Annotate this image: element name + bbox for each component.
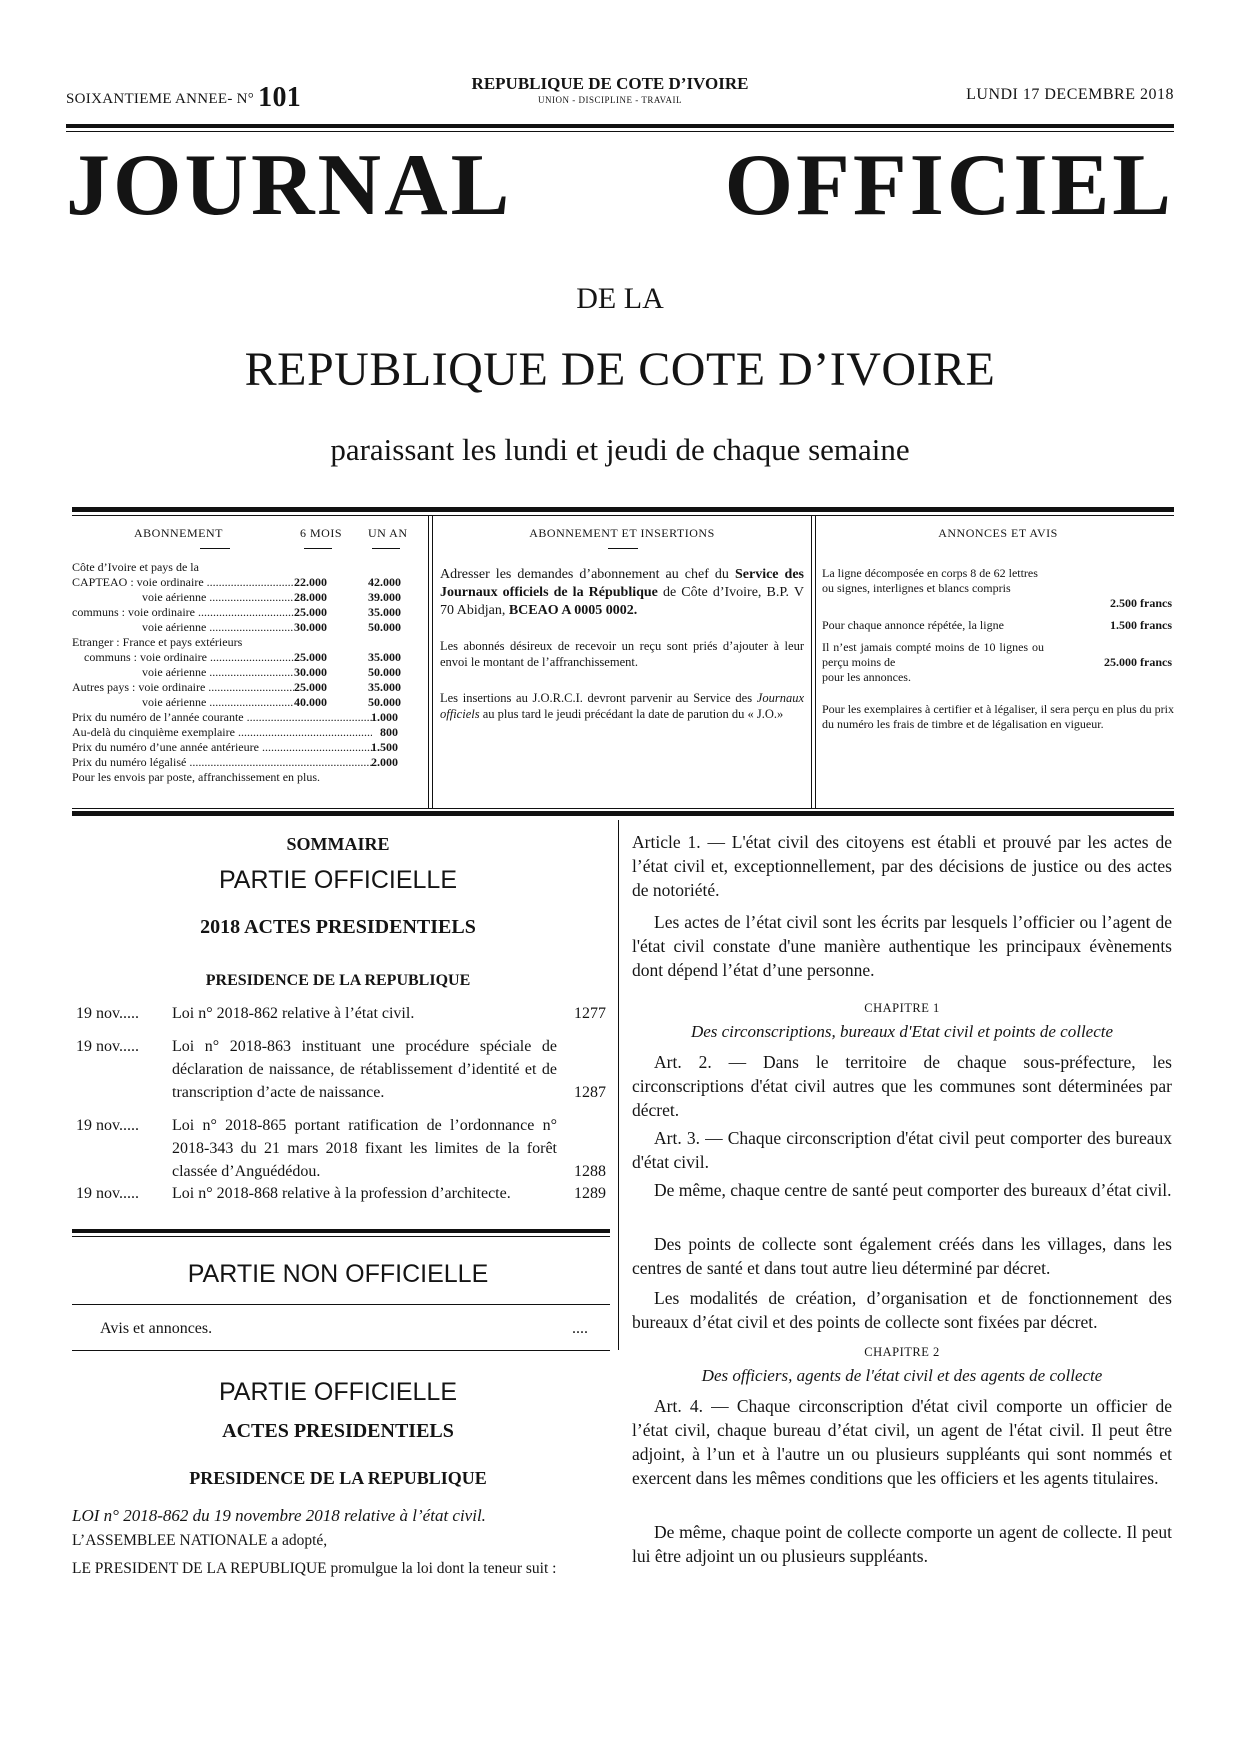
line-price-text: La ligne décomposée en corps 8 de 62 lettres ou signes, interlignes et blancs compris [822,566,1038,595]
annonces-title: ANNONCES ET AVIS [938,526,1058,540]
avis-annonces-entry[interactable]: Avis et annonces. [100,1320,213,1337]
price-label: Prix du numéro de l’année courante ..... [72,710,372,725]
rate-row [72,695,424,710]
rate-6-mois: 40.000 [294,695,327,709]
postal-note: Pour les envois par poste, affranchissement en plus. [72,770,321,784]
col-un-an: UN AN [368,526,408,540]
presidence-heading: PRESIDENCE DE LA REPUBLIQUE [189,1468,487,1488]
title-dash [608,548,638,549]
partie-officielle-heading: PARTIE OFFICIELLE [218,1378,458,1406]
infobox-bottom-rule-thin [72,808,1174,809]
toc-page: 1287 [574,1084,606,1101]
rate-6-mois: 28.000 [294,590,327,604]
rate-row [72,680,424,695]
title-dash [200,548,230,549]
toc-entry[interactable] [76,1035,606,1107]
infobox-bottom-rule [72,811,1174,816]
toc-page: 1289 [574,1185,606,1202]
rate-label: communs : voie ordinaire ..... [84,650,294,665]
rate-un-an: 35.000 [368,605,401,619]
rate-6-mois: 25.000 [294,605,327,619]
rate-un-an: 50.000 [368,665,401,679]
rate-un-an: 35.000 [368,680,401,694]
infobox-top-rule [72,507,1174,512]
article-1-paragraph: Les actes de l’état civil sont les écrits par lesquels l’officier ou l’agent de l'état civil constate d'une manière authentique les principaux évènements dont dépend l’état d’une personne. [632,912,1172,980]
toc-date: 19 nov..... [76,1038,139,1055]
rate-label: communs : voie ordinaire ..... [72,605,294,620]
toc-date: 19 nov..... [76,1005,139,1022]
address-bp: de Côte d’Ivoire, B.P. V 70 Abidjan, [440,585,804,618]
rate-row [72,620,424,635]
abonnement-title: ABONNEMENT [134,526,223,540]
deadline-italic: Journaux officiels [440,691,804,721]
price-value: 1.500 [371,740,398,754]
toc-date: 19 nov..... [76,1185,139,1202]
actes-presidentiels-heading: ACTES PRESIDENTIELS [222,1420,454,1442]
price-value: 2.000 [371,755,398,769]
avis-page: .... [572,1320,588,1337]
header-rule-thin [66,131,1174,132]
article-3: Art. 3. — Chaque circonscription d'état civil peut comporter des bureaux d'état civil. [632,1128,1172,1172]
sommaire-presidence: PRESIDENCE DE LA REPUBLIQUE [205,972,471,989]
repeat-text: Pour chaque annonce répétée, la ligne [822,618,1004,632]
sommaire-rule [72,1229,610,1233]
insertion-deadline [440,690,804,722]
masthead-de-la: DE LA [576,282,664,315]
article-1: Article 1. — L'état civil des citoyens est établi et prouvé par les actes de l’état civil et, exceptionnellement, par des décisions de justice ou des actes de notoriété. [632,832,1172,900]
masthead-word-officiel: OFFICIEL [724,137,1174,234]
insertions-title: ABONNEMENT ET INSERTIONS [529,526,715,540]
rate-label: voie aérienne ..... [142,695,294,710]
rate-label: voie aérienne ..... [142,620,294,635]
toc-text: Loi n° 2018-865 portant ratification de l’ordonnance n° 2018-343 du 21 mars 2018 fixant les limites de la forêt classée d’Anguédédou. [172,1117,557,1180]
infobox-divider-2b [815,515,816,808]
abonnement-insertions-box [440,526,804,722]
price-value: 1.000 [371,710,398,724]
publication-frequency: paraissant les lundi et jeudi de chaque semaine [330,432,910,467]
chapitre-2: CHAPITRE 2 [864,1345,940,1359]
masthead-word-journal: JOURNAL [66,137,513,234]
price-label: Prix du numéro légalisé ..... [72,755,372,770]
repeat-price: 1.500 francs [1110,618,1172,632]
issue-date: LUNDI 17 DECEMBRE 2018 [966,86,1174,103]
rate-label: voie aérienne ..... [142,590,294,605]
article-4: Art. 4. — Chaque circonscription d'état civil comporte un officier de l’état civil, chaque bureau d’état civil, un agent de l'état civil. Il peut être adjoint, à l’un et à l'autre un ou plusieurs suppléants qui sont nommés et exercent dans les mêmes conditions que les officiers et les agents titulaires. [632,1396,1172,1488]
toc-text: Loi n° 2018-862 relative à l’état civil. [172,1005,415,1022]
toc-page: 1277 [574,1005,606,1022]
header-rule-thick [66,124,1174,128]
toc-entry[interactable] [76,1182,606,1205]
legalisation-note: Pour les exemplaires à certifier et à légaliser, il sera perçu en plus du prix du numéro les frais de timbre et de légalisation en vigueur. [822,702,1174,731]
rate-6-mois: 25.000 [294,680,327,694]
rate-row [72,650,424,665]
etranger-label: Etranger : France et pays extérieurs [72,635,243,649]
rate-row [72,590,424,605]
title-dash [372,548,400,549]
avis-rule-bottom [72,1350,610,1351]
rate-row [72,605,424,620]
article-4-paragraph-2: De même, chaque point de collecte comporte un agent de collecte. Il peut lui être adjoint un ou plusieurs suppléants. [632,1522,1172,1566]
prices-table [72,710,424,770]
address-text: Adresser les demandes d’abonnement au chef du [440,567,729,582]
masthead-title [66,138,1174,235]
infobox-divider-2 [811,515,812,808]
minimum-text-end: pour les annonces. [822,670,911,684]
receipt-note: Les abonnés désireux de recevoir un reçu sont priés d’ajouter à leur envoi le montant de l’affranchissement. [440,639,804,669]
national-motto: UNION - DISCIPLINE - TRAVAIL [538,95,682,105]
abonnement-box [72,526,424,785]
chapitre-1-title: Des circonscriptions, bureaux d'Etat civil et points de collecte [690,1022,1114,1041]
price-value: 800 [380,725,398,739]
rate-un-an: 35.000 [368,650,401,664]
column-divider [618,820,619,1350]
minimum-price: 25.000 francs [1104,655,1172,669]
republic-name: REPUBLIQUE DE COTE D’IVOIRE [471,74,749,93]
subscription-address [440,566,804,620]
toc-entry[interactable] [76,1114,606,1186]
bank-account: BCEAO A 0005 0002. [508,603,638,618]
chapitre-2-title: Des officiers, agents de l'état civil et des agents de collecte [701,1366,1103,1385]
deadline-text: Les insertions au J.O.R.C.I. devront parvenir au Service des [440,691,753,705]
masthead-republic: REPUBLIQUE DE COTE D’IVOIRE [244,343,996,396]
price-row [72,710,424,725]
rate-label: Autres pays : voie ordinaire ..... [72,680,294,695]
issue-line [66,82,301,114]
issue-number: 101 [258,82,302,113]
price-label: Au-delà du cinquième exemplaire ..... [72,725,372,740]
loi-title: LOI n° 2018-862 du 19 novembre 2018 relative à l’état civil. [72,1506,486,1525]
president-line: LE PRESIDENT DE LA REPUBLIQUE promulgue la loi dont la teneur suit : [72,1560,557,1577]
republic-header [440,74,780,105]
avis-rule-top [72,1304,610,1305]
rate-label: voie aérienne ..... [142,665,294,680]
rate-row [72,575,424,590]
sommaire-rule-thin [72,1236,610,1237]
article-3-paragraph-3: Des points de collecte sont également créés dans les villages, dans les centres de santé et dans tout autre lieu déterminé par décret. [632,1234,1172,1278]
price-row [72,740,424,755]
toc-entry[interactable] [76,1002,606,1025]
service-name: Service des Journaux officiels de la République [440,567,805,600]
sommaire-partie-officielle: PARTIE OFFICIELLE [218,866,458,894]
minimum-text: Il n’est jamais compté moins de 10 lignes ou perçu moins de [822,640,1044,669]
article-3-paragraph-4: Les modalités de création, d’organisation et de fonctionnement des bureaux d’état civil et des points de collecte sont fixées par décret. [632,1288,1172,1332]
sommaire-actes: 2018 ACTES PRESIDENTIELS [200,916,476,938]
rate-6-mois: 25.000 [294,650,327,664]
infobox-divider-1b [432,515,433,808]
rate-6-mois: 22.000 [294,575,327,589]
rate-6-mois: 30.000 [294,620,327,634]
price-label: Prix du numéro d’une année antérieure ..... [72,740,372,755]
region-label: Côte d’Ivoire et pays de la [72,560,199,574]
rate-un-an: 50.000 [368,620,401,634]
toc-date: 19 nov..... [76,1117,139,1134]
article-3-paragraph-2: De même, chaque centre de santé peut comporter des bureaux d’état civil. [654,1180,1172,1200]
infobox-divider-1 [428,515,429,808]
chapitre-1: CHAPITRE 1 [864,1001,940,1015]
price-row [72,725,424,740]
sommaire-partie-non-officielle: PARTIE NON OFFICIELLE [187,1260,489,1288]
col-6-mois: 6 MOIS [300,526,343,540]
rate-un-an: 50.000 [368,695,401,709]
rate-un-an: 42.000 [368,575,401,589]
deadline-text-end: au plus tard le jeudi précédant la date de parution du « J.O.» [482,707,784,721]
sommaire-title: SOMMAIRE [286,834,390,854]
annonces-box [822,526,1174,732]
price-row [72,755,424,770]
rate-label: CAPTEAO : voie ordinaire ..... [72,575,294,590]
rate-row [72,665,424,680]
toc-text: Loi n° 2018-868 relative à la profession d’architecte. [172,1185,511,1202]
title-dash [304,548,332,549]
line-price: 2.500 francs [1110,596,1172,610]
article-2: Art. 2. — Dans le territoire de chaque sous-préfecture, les circonscriptions d'état civil autres que les communes sont déterminées par décret. [632,1052,1172,1120]
year-label: SOIXANTIEME ANNEE- N° [66,91,255,107]
rate-un-an: 39.000 [368,590,401,604]
rates-table [72,575,424,635]
toc-page: 1288 [574,1163,606,1180]
rates-table-foreign [72,650,424,710]
toc-text: Loi n° 2018-863 instituant une procédure spéciale de déclaration de naissance, de rétablissement d’identité et de transcription d’acte de naissance. [172,1038,557,1101]
rate-6-mois: 30.000 [294,665,327,679]
infobox-top-rule-thin [72,515,1174,516]
assemblee-line: L’ASSEMBLEE NATIONALE a adopté, [72,1532,328,1549]
